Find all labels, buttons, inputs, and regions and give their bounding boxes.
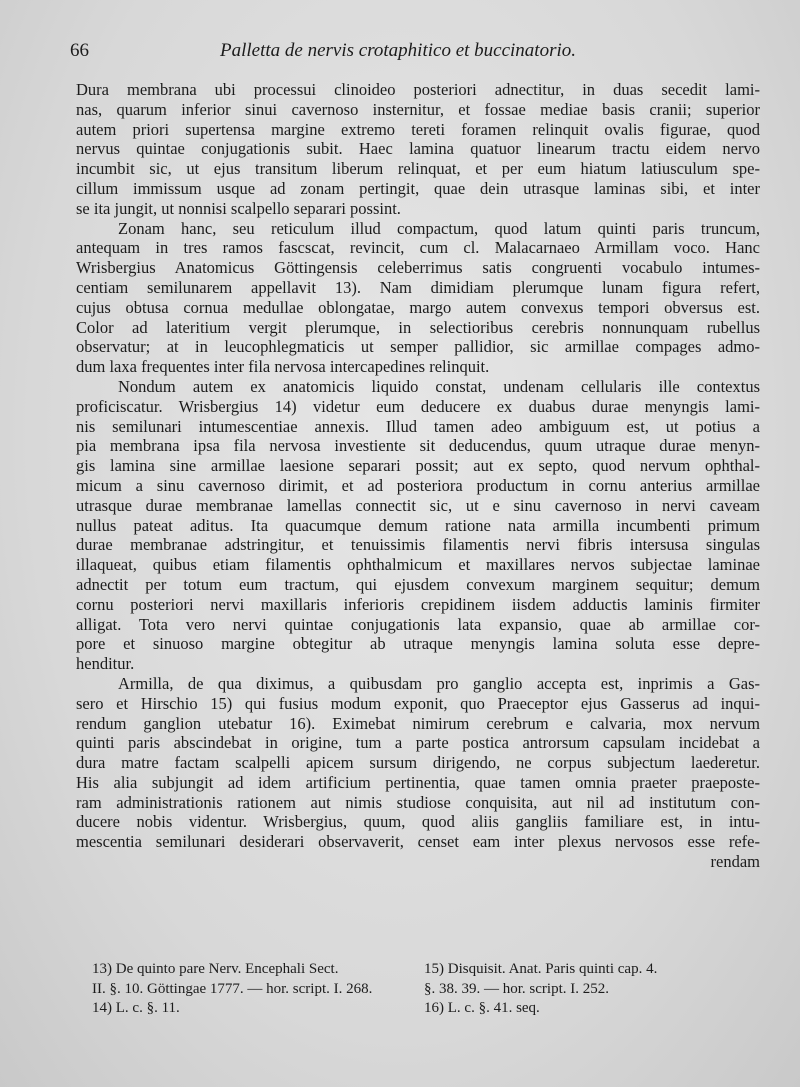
text-line: Zonam hanc, seu reticulum illud compactum, quod latum quinti paris truncum,	[118, 218, 760, 238]
text-line: rendam	[710, 852, 760, 872]
text-line: incumbit sic, ut ejus transitum liberum relinquat, et per eum hiatum latiusculum spe-	[76, 159, 760, 179]
text-line: centiam semilunarem appellavit 13). Nam dimidiam plerumque lunam figura refert,	[76, 277, 760, 297]
text-line: dura matre factam scalpelli apicem sursum dirigendo, ne corpus subjectum laederetur.	[76, 753, 760, 773]
text-line: quinti paris abscindebat in origine, tum a parte postica antrorsum capsulam incidebat a	[76, 733, 760, 753]
text-line: cillum immissum usque ad zonam pertingit, quae dein utrasque laminas sibi, et inter	[76, 178, 760, 198]
paragraph-4	[76, 674, 760, 872]
footnote-13-cont: II. §. 10. Göttingae 1777. — hor. script. I. 268.	[92, 980, 373, 997]
text-line: Armilla, de qua diximus, a quibusdam pro ganglio accepta est, inprimis a Gas-	[118, 673, 760, 693]
text-line: nervus quintae conjugationis subit. Haec lamina quatuor linearum tractu eidem nervo	[76, 139, 760, 159]
text-line: nas, quarum inferior sinui cavernoso insternitur, et fossae mediae basis cranii; superior	[76, 99, 760, 119]
text-line: ram administrationis rationem aut nimis studiose conquisita, aut nil ad institutum con-	[76, 792, 760, 812]
text-line: gis lamina sine armillae laesione separari possit; aut ex septo, quod nervum ophthal-	[76, 456, 760, 476]
footnote-16: 16) L. c. §. 41. seq.	[424, 1000, 540, 1016]
footnotes	[92, 960, 742, 1019]
text-line: observatur; at in leucophlegmaticis ut semper pallidior, sic armillae compages admo-	[76, 337, 760, 357]
text-line: adnectit per totum eum tractum, qui ejusdem convexum marginem sequitur; demum	[76, 574, 760, 594]
text-line: cornu posteriori nervi maxillaris inferioris crepidinem iisdem adductis laminis firmiter	[76, 594, 760, 614]
text-line: pore et sinuoso margine obtegitur ab utraque menyngis lamina soluta esse depre-	[76, 634, 760, 654]
text-line: utrasque durae membranae lamellas connectit sic, ut e sinu cavernoso in nervi caveam	[76, 495, 760, 515]
footnote-row	[92, 960, 742, 980]
text-line: sero et Hirschio 15) qui fusius modum exponit, quo Praeceptor ejus Gasserus ad inqui-	[76, 693, 760, 713]
text-line: Nondum autem ex anatomicis liquido constat, undenam cellularis ille contextus	[118, 376, 760, 396]
text-line: cujus obtusa cornua medullae oblongatae, margo autem convexus tempori obversus est.	[76, 297, 760, 317]
text-line: antequam in tres ramos fascscat, revincit, cum cl. Malacarnaeo Armillam voco. Hanc	[76, 238, 760, 258]
text-line: illaqueat, quibus etiam filamentis ophthalmicum et maxillares nervos subjectae laminae	[76, 555, 760, 575]
running-title: Palletta de nervis crotaphitico et buccinatorio.	[220, 40, 576, 61]
text-line: alligat. Tota vero nervi quintae conjugationis lata expansio, quae ab armillae cor-	[76, 614, 760, 634]
text-line: Dura membrana ubi processui clinoideo posteriori adnectitur, in duas secedit lami-	[76, 80, 760, 99]
text-line: pia membrana ipsa fila nervosa investiente sit deducendus, quum utraque durae menyn-	[76, 436, 760, 456]
text-line: nullus pateat aditus. Ita quacumque demum ratione nata armilla incumbenti primum	[76, 515, 760, 535]
text-line: durae membranae adstringitur, et tenuissimis filamentis nervi fibris intersusa singulas	[76, 535, 760, 555]
footnote-15: 15) Disquisit. Anat. Paris quinti cap. 4.	[424, 961, 658, 977]
footnote-row	[92, 980, 742, 1000]
text-line: henditur.	[76, 654, 135, 674]
paragraph-1	[76, 80, 760, 219]
footnote-15-cont: §. 38. 39. — hor. script. I. 252.	[424, 980, 609, 997]
text-line: Color ad lateritium vergit plerumque, in selectioribus cerebris nonnunquam rubellus	[76, 317, 760, 337]
footnote-13: 13) De quinto pare Nerv. Encephali Sect.	[92, 961, 339, 977]
text-line: micum a sinu cavernoso dirimit, et ad posteriora productum in cornu anterius armillae	[76, 475, 760, 495]
footnote-14: 14) L. c. §. 11.	[92, 1000, 180, 1016]
paragraph-3	[76, 377, 760, 674]
text-line: dum laxa frequentes inter fila nervosa intercapedines relinquit.	[76, 357, 490, 377]
text-line: mescentia semilunari desiderari observaverit, censet eam inter plexus nervosos esse refe-	[76, 832, 760, 852]
body-text	[76, 80, 760, 872]
page-header	[70, 40, 730, 68]
text-line: nis semilunari intumescentiae annexis. Illud tamen adeo ambiguum est, ut potius a	[76, 416, 760, 436]
paragraph-2	[76, 219, 760, 377]
text-line: rendum ganglion utebatur 16). Eximebat nimirum cerebrum e calvaria, mox nervum	[76, 713, 760, 733]
text-line: ducere nobis videntur. Wrisbergius, quum, quod aliis gangliis familiare est, in intu-	[76, 812, 760, 832]
page-number: 66	[70, 40, 89, 61]
text-line: Wrisbergius Anatomicus Göttingensis celeberrimus satis congruenti vocabulo intumes-	[76, 258, 760, 278]
text-line: autem priori supertensa margine extremo tereti foramen relinquit ovalis figurae, quod	[76, 119, 760, 139]
text-line: His alia subjungit ad idem artificium pertinentia, quae tamen omnia praeter praeposte-	[76, 772, 760, 792]
text-line: proficiscatur. Wrisbergius 14) videtur eum deducere ex duabus durae menyngis lami-	[76, 396, 760, 416]
footnote-row	[92, 999, 742, 1019]
text-line: se ita jungit, ut nonnisi scalpello separari possint.	[76, 198, 401, 218]
